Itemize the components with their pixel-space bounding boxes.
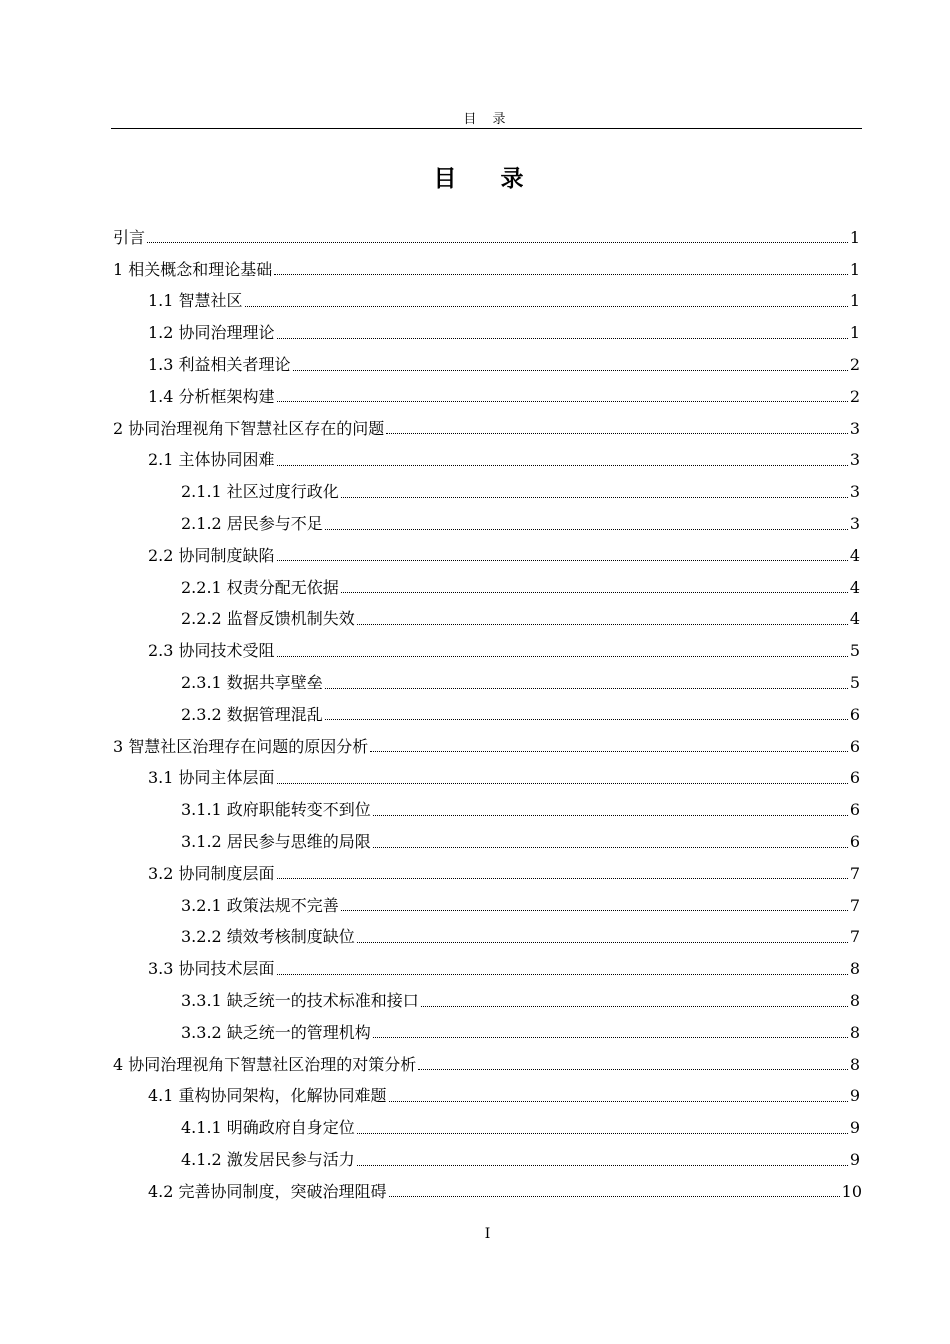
toc-entry-page: 3: [849, 514, 860, 534]
dot-leader: [277, 546, 848, 561]
dot-leader: [277, 864, 848, 879]
toc-entry-label: 4.2 完善协同制度，突破治理阻碍: [148, 1181, 387, 1201]
toc-entry[interactable]: [0, 985, 950, 1017]
toc-entry-label: 2 协同治理视角下智慧社区存在的问题: [113, 418, 385, 438]
toc-entry-label: 2.3.1 数据共享壁垒: [181, 673, 323, 693]
dot-leader: [357, 928, 848, 943]
toc-entry-label: 4.1.2 激发居民参与活力: [181, 1150, 355, 1169]
toc-entry-label: 3 智慧社区治理存在问题的原因分析: [113, 736, 369, 756]
page-title: 目 录: [433, 166, 542, 192]
toc-entry-label: 3.1.2 居民参与思维的局限: [181, 832, 371, 852]
dot-leader: [245, 292, 848, 307]
toc-entry-label: 3.3.2 缺乏统一的管理机构: [181, 1022, 371, 1042]
dot-leader: [341, 896, 848, 911]
dot-leader: [277, 769, 848, 784]
toc-entry-page: 9: [849, 1086, 860, 1106]
toc-entry-label: 2.2 协同制度缺陷: [148, 545, 275, 565]
toc-entry-label: 2.2.1 权责分配无依据: [181, 577, 339, 597]
toc-entry[interactable]: [0, 508, 950, 540]
toc-entry-page: 1: [849, 291, 860, 311]
toc-entry[interactable]: [0, 413, 950, 445]
toc-entry[interactable]: [0, 699, 950, 731]
dot-leader: [357, 610, 848, 625]
toc-entry-label: 3.1 协同主体层面: [148, 768, 275, 788]
dot-leader: [389, 1182, 840, 1197]
toc-entry-label: 4 协同治理视角下智慧社区治理的对策分析: [113, 1054, 417, 1074]
toc-entry-page: 6: [849, 832, 860, 852]
toc-entry[interactable]: [0, 1112, 950, 1144]
toc-entry[interactable]: [0, 286, 950, 318]
toc-entry-page: 8: [849, 1054, 860, 1074]
dot-leader: [418, 1055, 848, 1070]
toc-entry-label: 1.4 分析框架构建: [148, 386, 275, 406]
dot-leader: [389, 1087, 848, 1102]
toc-entry-page: 5: [849, 641, 860, 661]
toc-entry-label: 3.3.1 缺乏统一的技术标准和接口: [181, 991, 419, 1011]
dot-leader: [373, 1023, 848, 1038]
toc-entry-page: 1: [849, 259, 860, 279]
toc-entry[interactable]: [0, 763, 950, 795]
toc-entry[interactable]: [0, 317, 950, 349]
toc-entry[interactable]: [0, 1176, 950, 1208]
toc-entry-page: 1: [849, 323, 860, 343]
dot-leader: [293, 356, 848, 371]
toc-entry-page: 9: [849, 1150, 860, 1169]
toc-entry-page: 6: [849, 768, 860, 788]
toc-entry[interactable]: [0, 635, 950, 667]
running-header: 目 录: [463, 112, 512, 127]
header-rule: [111, 128, 862, 129]
dot-leader: [357, 1119, 848, 1134]
dot-leader: [373, 833, 848, 848]
toc-entry[interactable]: [0, 222, 950, 254]
toc-entry[interactable]: [0, 890, 950, 922]
toc-entry[interactable]: [0, 858, 950, 890]
toc-entry-label: 4.1 重构协同架构，化解协同难题: [148, 1086, 387, 1106]
dot-leader: [386, 419, 848, 434]
dot-leader: [373, 801, 848, 816]
toc-entry-label: 3.2.2 绩效考核制度缺位: [181, 927, 355, 947]
toc-entry-page: 4: [849, 545, 860, 565]
toc-entry-page: 1: [849, 227, 860, 247]
toc-entry-label: 2.2.2 监督反馈机制失效: [181, 609, 355, 629]
dot-leader: [341, 483, 848, 498]
toc-entry-label: 1.2 协同治理理论: [148, 323, 275, 343]
dot-leader: [325, 705, 848, 720]
table-of-contents: [0, 222, 950, 1208]
toc-entry-page: 6: [849, 704, 860, 724]
dot-leader: [357, 1151, 848, 1166]
toc-entry-page: 8: [849, 959, 860, 979]
page-number: I: [484, 1226, 491, 1242]
toc-entry[interactable]: [0, 1017, 950, 1049]
toc-entry-label: 3.2.1 政策法规不完善: [181, 895, 339, 915]
dot-leader: [277, 960, 848, 975]
toc-entry[interactable]: [0, 826, 950, 858]
toc-entry[interactable]: [0, 731, 950, 763]
toc-entry[interactable]: [0, 1049, 950, 1081]
toc-entry-page: 7: [849, 927, 860, 947]
toc-entry-label: 3.1.1 政府职能转变不到位: [181, 800, 371, 820]
toc-entry[interactable]: [0, 1081, 950, 1113]
toc-entry[interactable]: [0, 604, 950, 636]
toc-entry-page: 9: [849, 1118, 860, 1138]
toc-entry-page: 3: [849, 482, 860, 502]
dot-leader: [325, 515, 848, 530]
toc-entry-label: 2.3 协同技术受阻: [148, 641, 275, 661]
toc-entry-label: 4.1.1 明确政府自身定位: [181, 1118, 355, 1138]
toc-entry-page: 7: [849, 895, 860, 915]
toc-entry-page: 5: [849, 673, 860, 693]
dot-leader: [341, 578, 848, 593]
toc-entry[interactable]: [0, 572, 950, 604]
toc-entry[interactable]: [0, 476, 950, 508]
toc-entry-label: 3.3 协同技术层面: [148, 959, 275, 979]
dot-leader: [274, 260, 848, 275]
toc-entry-page: 6: [849, 800, 860, 820]
dot-leader: [277, 451, 848, 466]
dot-leader: [277, 387, 848, 402]
toc-entry-label: 1.1 智慧社区: [148, 291, 243, 311]
toc-entry[interactable]: [0, 381, 950, 413]
toc-entry-page: 6: [849, 736, 860, 756]
dot-leader: [277, 642, 848, 657]
toc-entry[interactable]: [0, 953, 950, 985]
toc-entry-page: 2: [849, 355, 860, 375]
toc-entry-label: 1.3 利益相关者理论: [148, 355, 291, 375]
toc-entry[interactable]: [0, 922, 950, 954]
dot-leader: [370, 737, 848, 752]
toc-entry[interactable]: [0, 794, 950, 826]
toc-entry-label: 1 相关概念和理论基础: [113, 259, 273, 279]
dot-leader: [325, 674, 848, 689]
toc-entry[interactable]: [0, 349, 950, 381]
toc-entry-page: 7: [849, 863, 860, 883]
toc-entry[interactable]: [0, 445, 950, 477]
toc-entry-page: 3: [849, 450, 860, 470]
toc-entry-page: 2: [849, 386, 860, 406]
toc-entry-label: 3.2 协同制度层面: [148, 863, 275, 883]
toc-entry-page: 8: [849, 1022, 860, 1042]
toc-entry-page: 4: [849, 577, 860, 597]
toc-entry-label: 2.1 主体协同困难: [148, 450, 275, 470]
toc-entry-label: 2.1.1 社区过度行政化: [181, 482, 339, 502]
dot-leader: [421, 992, 848, 1007]
dot-leader: [147, 228, 848, 243]
toc-entry[interactable]: [0, 667, 950, 699]
toc-entry-label: 2.3.2 数据管理混乱: [181, 704, 323, 724]
toc-entry[interactable]: [0, 254, 950, 286]
toc-entry-label: 引言: [113, 227, 146, 247]
dot-leader: [277, 324, 848, 339]
toc-entry[interactable]: [0, 540, 950, 572]
toc-entry[interactable]: [0, 1144, 950, 1176]
toc-entry-page: 3: [849, 418, 860, 438]
toc-entry-page: 10: [841, 1181, 862, 1201]
toc-entry-page: 8: [849, 991, 860, 1011]
toc-entry-page: 4: [849, 609, 860, 629]
toc-entry-label: 2.1.2 居民参与不足: [181, 514, 323, 534]
